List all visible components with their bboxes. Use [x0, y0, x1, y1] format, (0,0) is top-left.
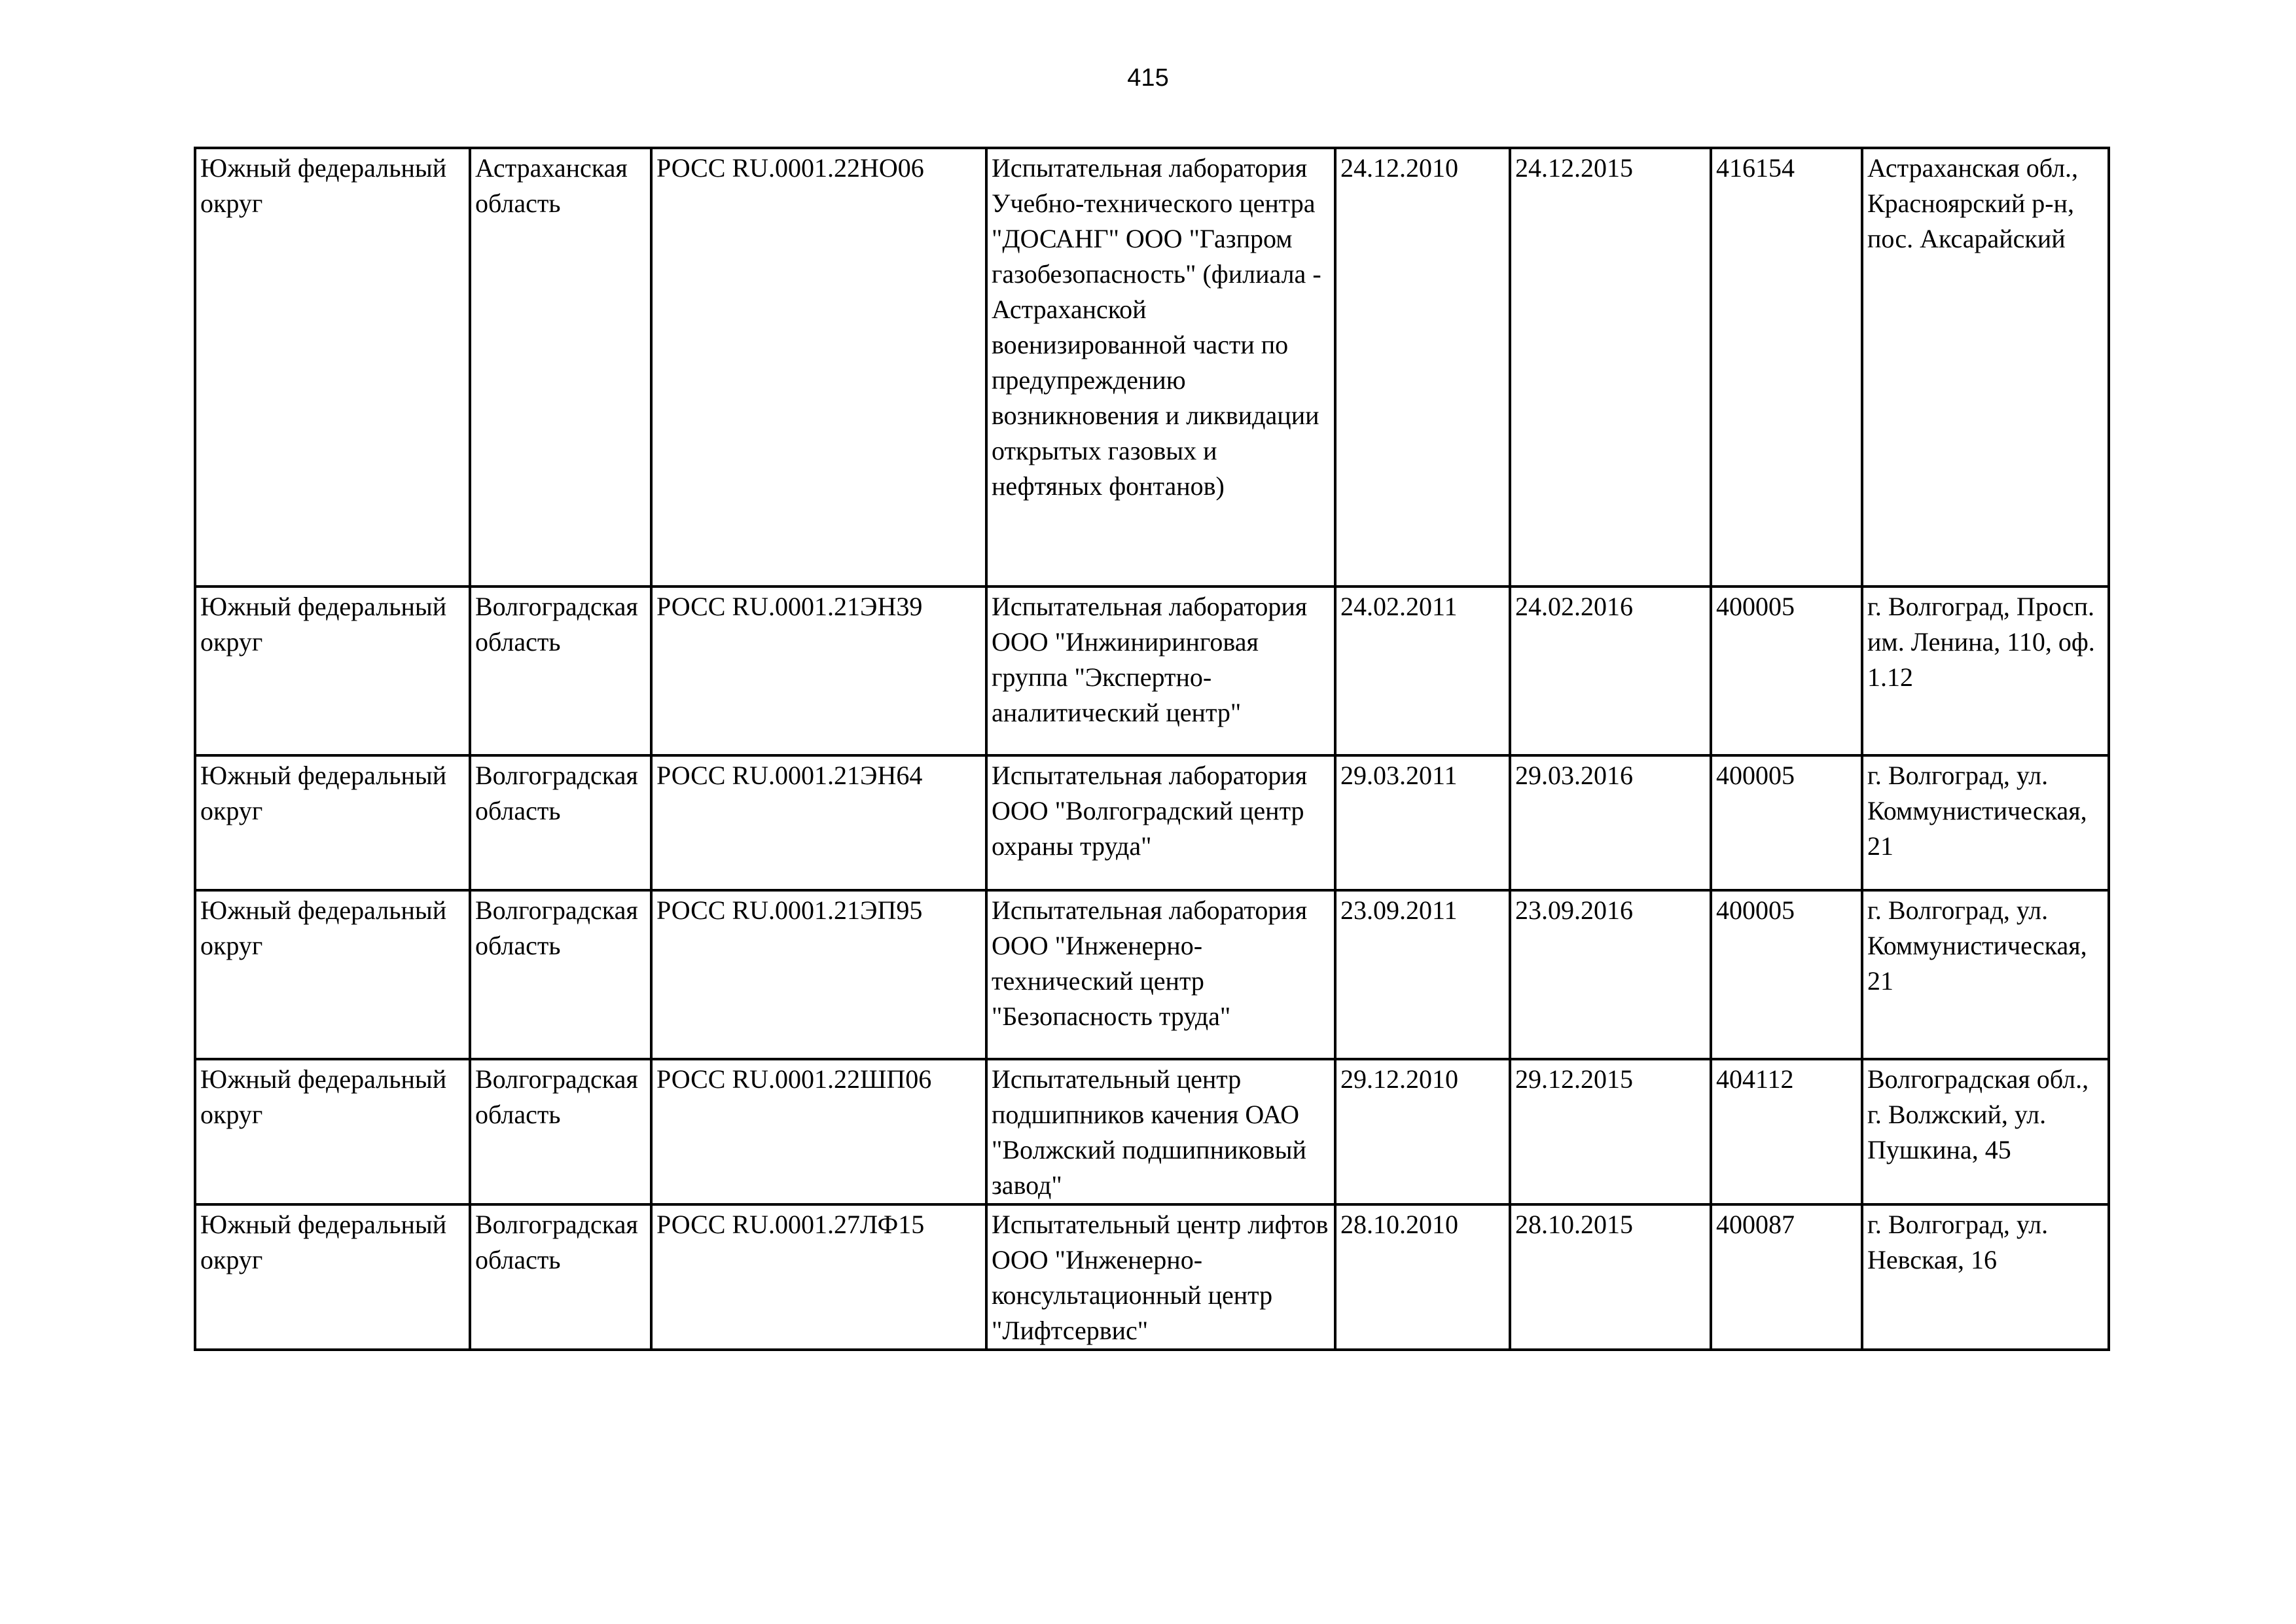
laboratory-name-cell: Испытательная лаборатория Учебно-технического центра "ДОСАНГ" ООО "Газпром газобезопасность" (филиала - Астраханской военизированной части по предупреждению возникновения и ликвидации открытых газовых и нефтяных фонтанов): [986, 148, 1335, 586]
certificate-number-cell: РОСС RU.0001.21ЭН39: [651, 586, 986, 755]
address-cell: Астраханская обл., Красноярский р-н, пос. Аксарайский: [1862, 148, 2109, 586]
region-cell: Астраханская область: [470, 148, 651, 586]
region-cell: Волгоградская область: [470, 586, 651, 755]
laboratory-name-cell: Испытательный центр лифтов ООО "Инженерно-консультационный центр "Лифтсервис": [986, 1204, 1335, 1350]
postcode-cell: 400005: [1711, 755, 1862, 890]
expiry-date-cell: 24.02.2016: [1510, 586, 1711, 755]
federal-district-cell: Южный федеральный округ: [195, 890, 470, 1059]
federal-district-cell: Южный федеральный округ: [195, 148, 470, 586]
table-row: [195, 1059, 2109, 1204]
certificate-number-cell: РОСС RU.0001.21ЭП95: [651, 890, 986, 1059]
postcode-cell: 400005: [1711, 890, 1862, 1059]
issue-date-cell: 29.12.2010: [1335, 1059, 1510, 1204]
table-row: [195, 890, 2109, 1059]
expiry-date-cell: 29.03.2016: [1510, 755, 1711, 890]
page-number: 415: [1127, 64, 1169, 92]
region-cell: Волгоградская область: [470, 890, 651, 1059]
issue-date-cell: 24.12.2010: [1335, 148, 1510, 586]
expiry-date-cell: 28.10.2015: [1510, 1204, 1711, 1350]
expiry-date-cell: 24.12.2015: [1510, 148, 1711, 586]
certificate-number-cell: РОСС RU.0001.22ШП06: [651, 1059, 986, 1204]
region-cell: Волгоградская область: [470, 1059, 651, 1204]
issue-date-cell: 23.09.2011: [1335, 890, 1510, 1059]
certificate-number-cell: РОСС RU.0001.21ЭН64: [651, 755, 986, 890]
federal-district-cell: Южный федеральный округ: [195, 1204, 470, 1350]
postcode-cell: 400087: [1711, 1204, 1862, 1350]
issue-date-cell: 28.10.2010: [1335, 1204, 1510, 1350]
region-cell: Волгоградская область: [470, 755, 651, 890]
region-cell: Волгоградская область: [470, 1204, 651, 1350]
table-row: [195, 586, 2109, 755]
table-row: [195, 755, 2109, 890]
federal-district-cell: Южный федеральный округ: [195, 586, 470, 755]
issue-date-cell: 29.03.2011: [1335, 755, 1510, 890]
laboratory-name-cell: Испытательный центр подшипников качения ОАО "Волжский подшипниковый завод": [986, 1059, 1335, 1204]
laboratory-name-cell: Испытательная лаборатория ООО "Волгоградский центр охраны труда": [986, 755, 1335, 890]
certificate-number-cell: РОСС RU.0001.22НО06: [651, 148, 986, 586]
issue-date-cell: 24.02.2011: [1335, 586, 1510, 755]
address-cell: Волгоградская обл., г. Волжский, ул. Пушкина, 45: [1862, 1059, 2109, 1204]
address-cell: г. Волгоград, ул. Коммунистическая, 21: [1862, 755, 2109, 890]
laboratory-name-cell: Испытательная лаборатория ООО "Инженерно-технический центр "Безопасность труда": [986, 890, 1335, 1059]
expiry-date-cell: 29.12.2015: [1510, 1059, 1711, 1204]
certificate-number-cell: РОСС RU.0001.27ЛФ15: [651, 1204, 986, 1350]
postcode-cell: 400005: [1711, 586, 1862, 755]
federal-district-cell: Южный федеральный округ: [195, 1059, 470, 1204]
address-cell: г. Волгоград, ул. Коммунистическая, 21: [1862, 890, 2109, 1059]
address-cell: г. Волгоград, Просп. им. Ленина, 110, оф. 1.12: [1862, 586, 2109, 755]
federal-district-cell: Южный федеральный округ: [195, 755, 470, 890]
postcode-cell: 416154: [1711, 148, 1862, 586]
expiry-date-cell: 23.09.2016: [1510, 890, 1711, 1059]
laboratory-name-cell: Испытательная лаборатория ООО "Инжиниринговая группа "Экспертно-аналитический центр": [986, 586, 1335, 755]
table-row: [195, 1204, 2109, 1350]
address-cell: г. Волгоград, ул. Невская, 16: [1862, 1204, 2109, 1350]
postcode-cell: 404112: [1711, 1059, 1862, 1204]
registry-table: [194, 147, 2110, 1351]
table-row: [195, 148, 2109, 586]
